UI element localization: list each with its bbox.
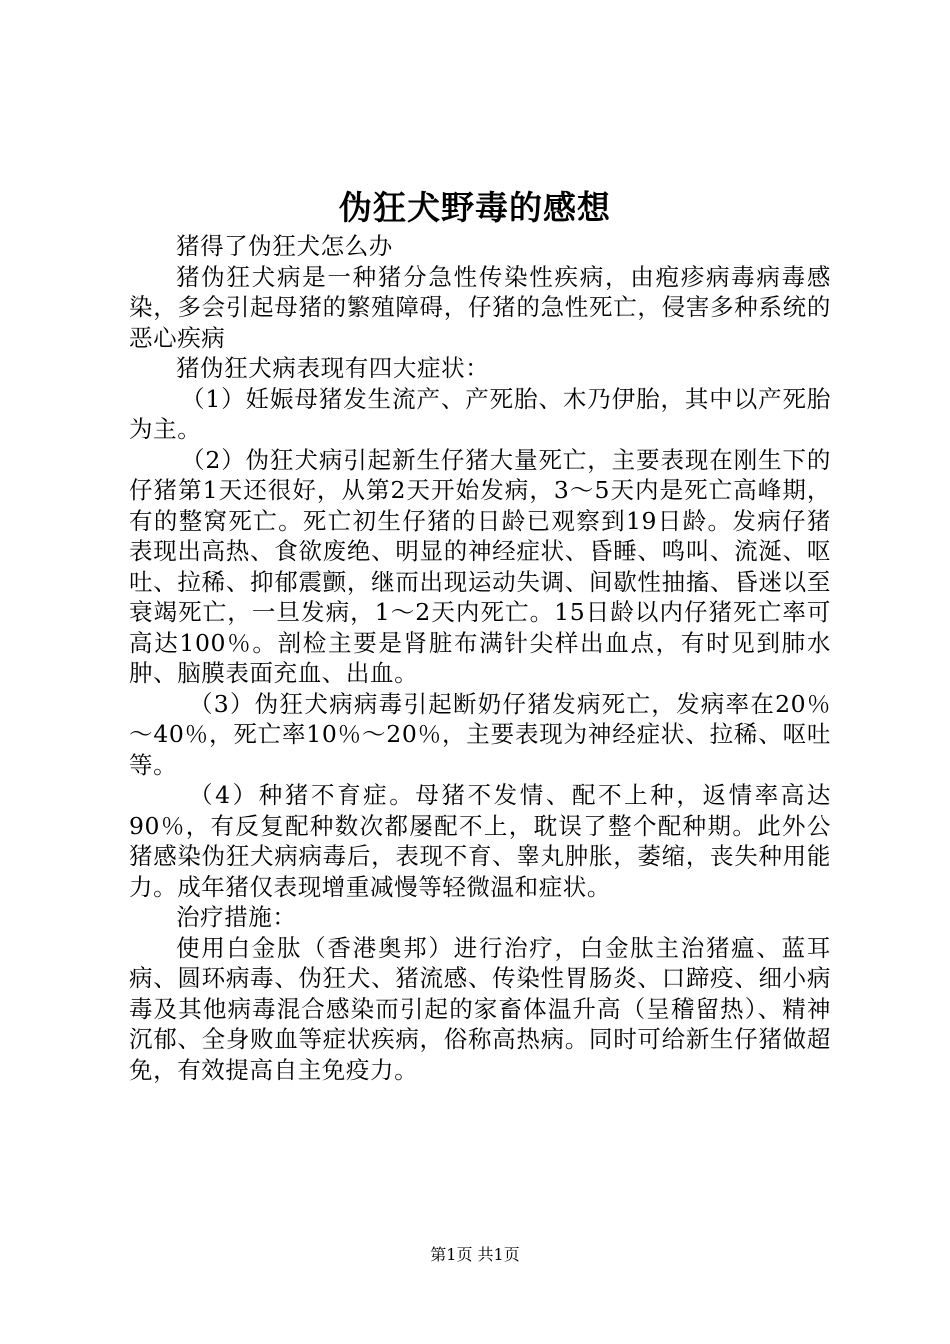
document-title: 伪狂犬野毒的感想	[339, 188, 611, 227]
paragraph-question: 猪得了伪狂犬怎么办	[176, 232, 393, 260]
paragraph-symptoms-intro: 猪伪狂犬病表现有四大症状：	[176, 354, 490, 382]
paragraph-symptom-4: （4）种猪不育症。母猪不发情、配不上种，返情率高达90％，有反复配种数次都屡配不上，耽误了整个配种期。此外公猪感染伪狂犬病病毒后，表现不育、睾丸肿胀，萎缩，丧失种用能力。成年猪仅表现增重减慢等轻微温和症状。	[129, 781, 831, 901]
paragraph-definition: 猪伪狂犬病是一种猪分急性传染性疾病，由疱疹病毒病毒感染，多会引起母猪的繁殖障碍，仔猪的急性死亡，侵害多种系统的恶心疾病	[129, 262, 831, 352]
document-body	[129, 231, 831, 1085]
paragraph-treatment: 使用白金肽（香港奥邦）进行治疗，白金肽主治猪瘟、蓝耳病、圆环病毒、伪狂犬、猪流感、传染性胃肠炎、口蹄疫、细小病毒及其他病毒混合感染而引起的家畜体温升高（呈稽留热）、精神沉郁、全身败血等症状疾病，俗称高热病。同时可给新生仔猪做超免，有效提高自主免疫力。	[129, 933, 831, 1084]
page-footer: 第1页 共1页	[430, 1245, 520, 1264]
paragraph-symptom-3: （3）伪狂犬病病毒引起断奶仔猪发病死亡，发病率在20％～40％，死亡率10％～20％，主要表现为神经症状、拉稀、呕吐等。	[129, 689, 831, 779]
paragraph-treatment-heading: 治疗措施：	[176, 903, 297, 931]
paragraph-symptom-2: （2）伪狂犬病引起新生仔猪大量死亡，主要表现在刚生下的仔猪第1天还很好，从第2天开始发病，3～5天内是死亡高峰期，有的整窝死亡。死亡初生仔猪的日龄已观察到19日龄。发病仔猪表现出高热、食欲废绝、明显的神经症状、昏睡、鸣叫、流涎、呕吐、拉稀、抑郁震颤，继而出现运动失调、间歇性抽搐、昏迷以至衰竭死亡，一旦发病，1～2天内死亡。15日龄以内仔猪死亡率可高达100％。剖检主要是肾脏布满针尖样出血点，有时见到肺水肿、脑膜表面充血、出血。	[129, 445, 831, 687]
paragraph-symptom-1: （1）妊娠母猪发生流产、产死胎、木乃伊胎，其中以产死胎为主。	[129, 384, 831, 443]
